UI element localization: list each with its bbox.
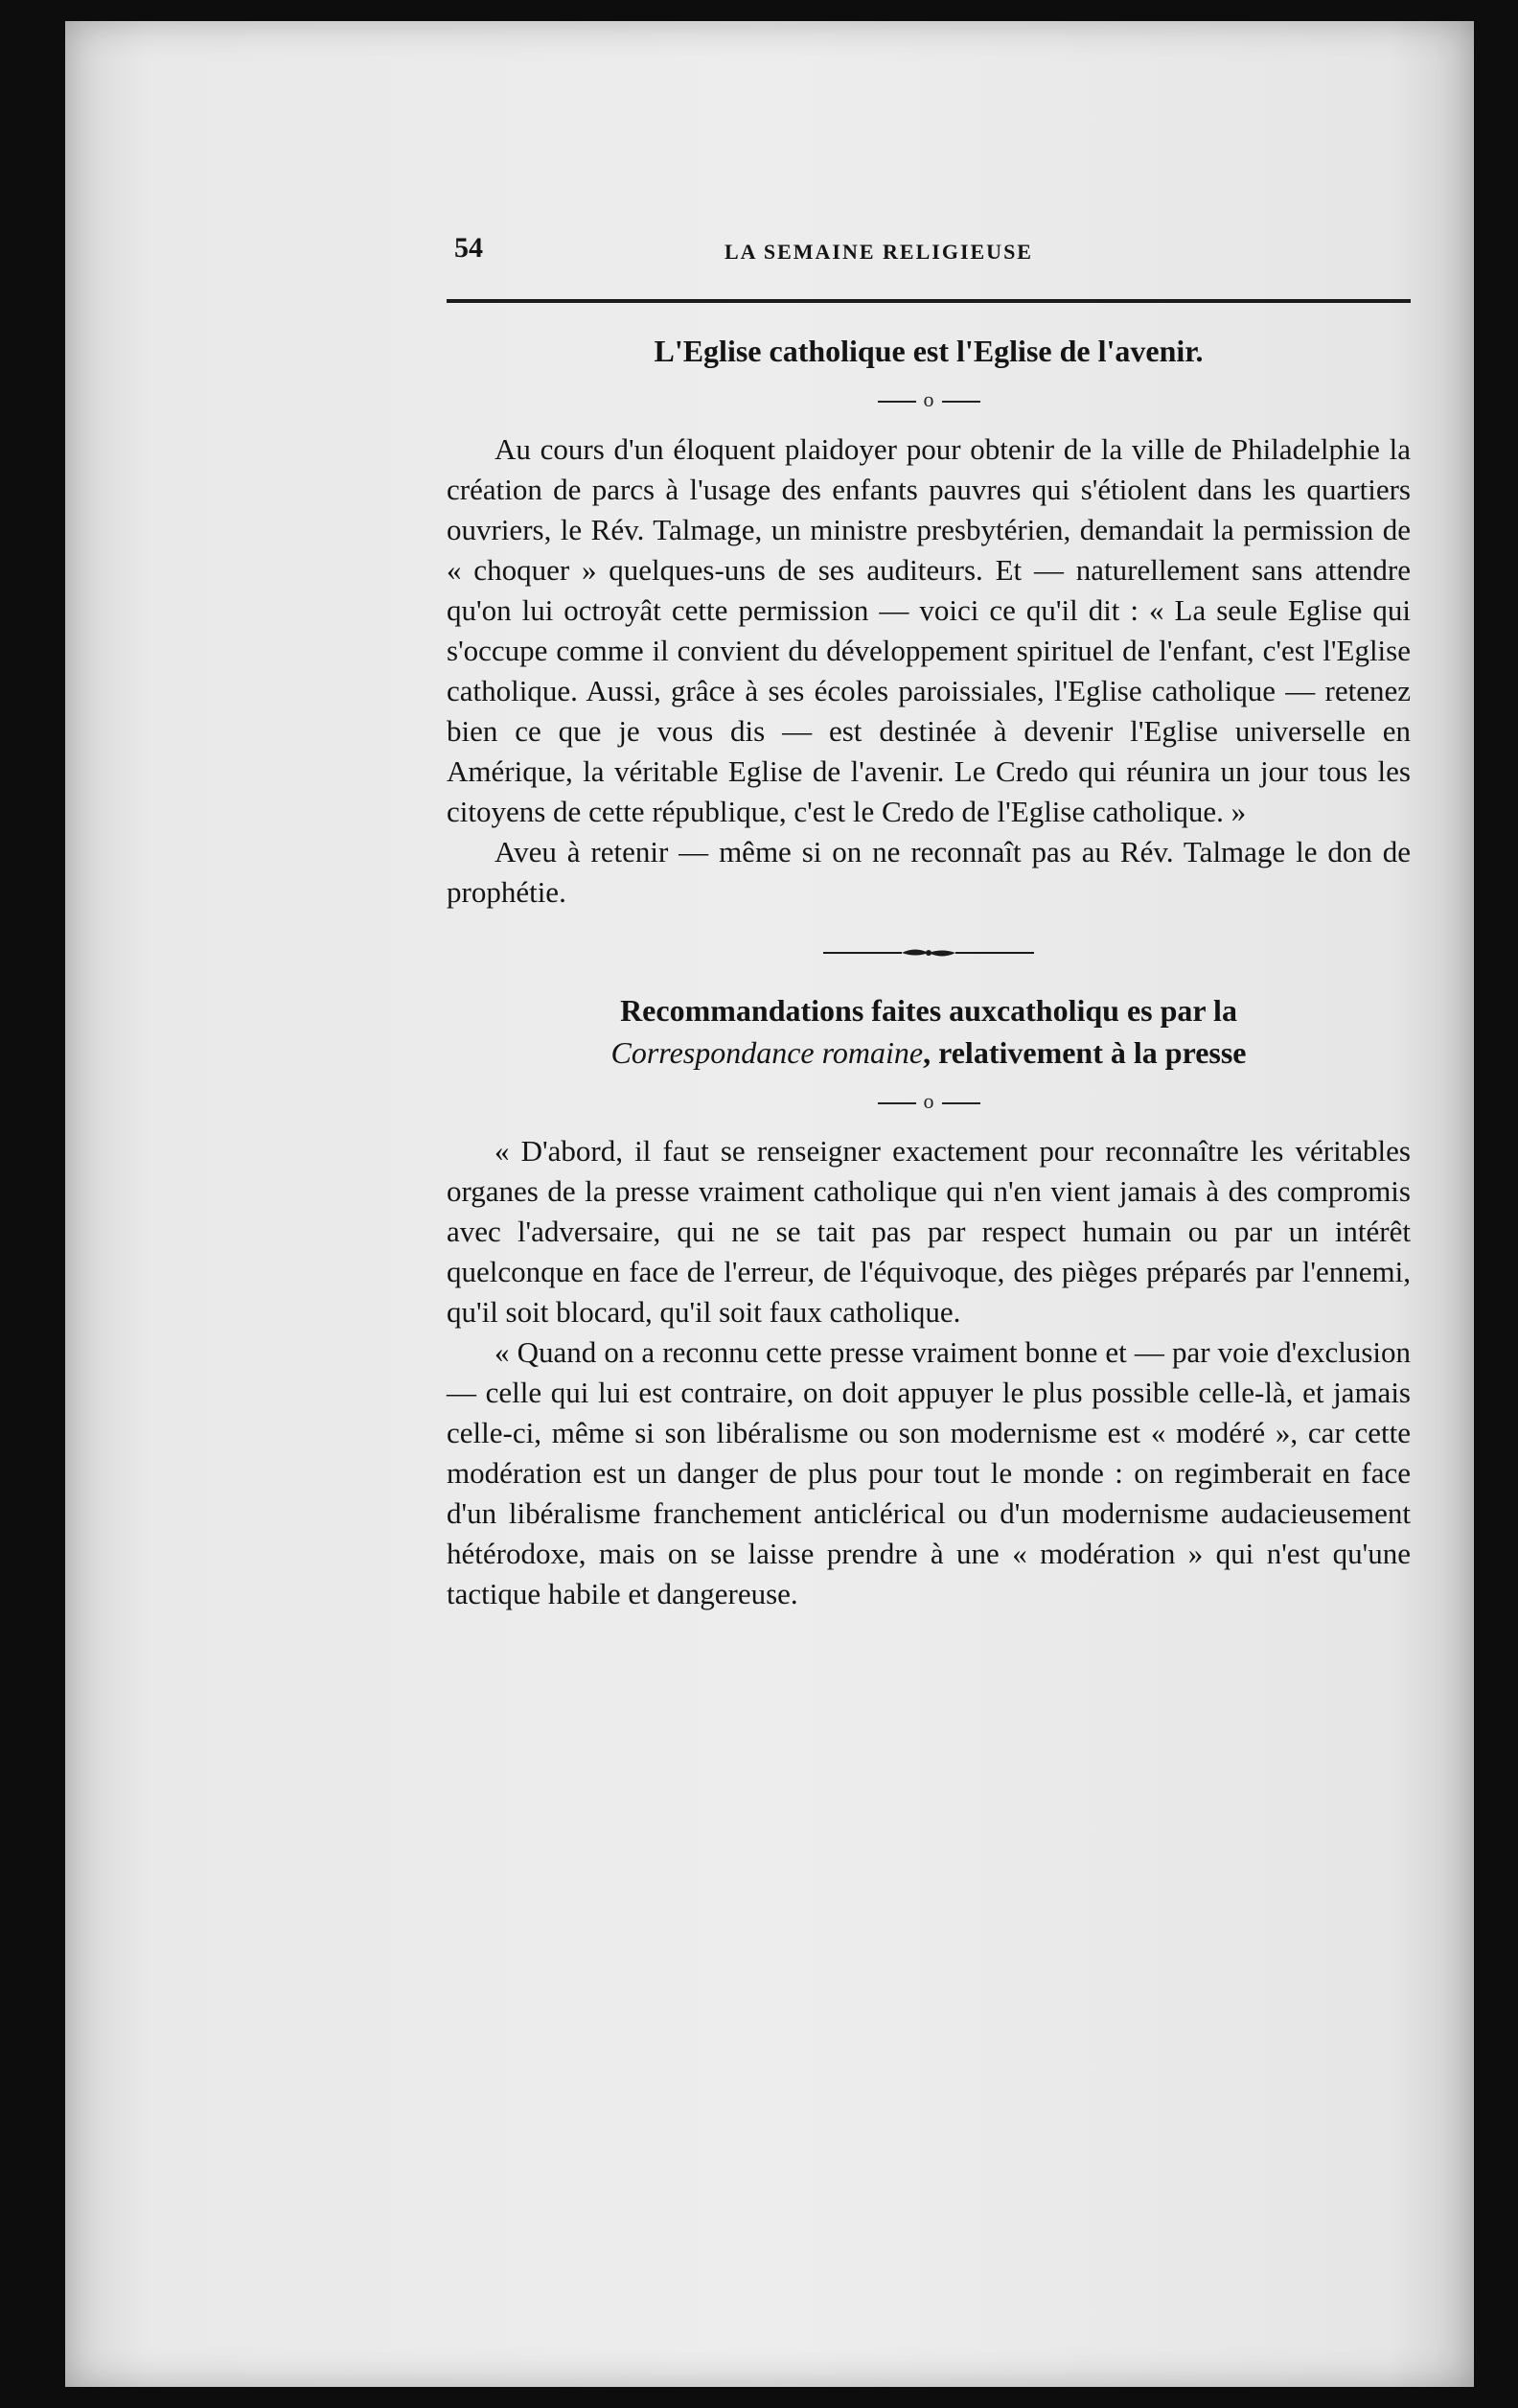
divider-mark: o (923, 1089, 934, 1113)
article-title-avenir (447, 330, 1411, 372)
divider-dash (878, 401, 916, 403)
page-content (447, 232, 1411, 1614)
article-title-recommandations (447, 989, 1411, 1074)
ornament-divider (447, 945, 1411, 961)
ornament-rule-icon (823, 945, 1034, 961)
divider-dash (878, 1102, 916, 1104)
page-number: 54 (454, 232, 483, 264)
section-divider (447, 385, 1411, 414)
header-rule (447, 299, 1411, 303)
article-title-text: L'Eglise catholique est l'Eglise de l'avenir. (654, 334, 1204, 368)
article2-title-italic: Correspondance romaine (610, 1035, 924, 1070)
article2-title-line1: Recommandations faites auxcatholiqu es par la (620, 993, 1237, 1028)
divider-dash (942, 401, 980, 403)
article2-paragraph-2: « Quand on a reconnu cette presse vraiment bonne et — par voie d'exclusion — celle qui lui est contraire, on doit appuyer le plus possible celle-là, et jamais celle-ci, même si son libéralisme ou son modernisme est « modéré », car cette modération est un danger de plus pour tout le monde : on regimberait en face d'un libéralisme franchement anticlérical ou d'un modernisme audacieusement hétérodoxe, mais on se laisse prendre à une « modération » qui n'est qu'une tactique habile et dangereuse. (447, 1335, 1411, 1610)
article2-paragraph-1: « D'abord, il faut se renseigner exactement pour reconnaître les véritables organes de la presse vraiment catholique qui n'en vient jamais à des compromis avec l'adversaire, qui ne se tait pas par respect humain ou par un intérêt quelconque en face de l'erreur, de l'équivoque, des pièges préparés par l'ennemi, qu'il soit blocard, qu'il soit faux catholique. (447, 1134, 1411, 1329)
scanned-page (65, 21, 1474, 2387)
divider-mark: o (923, 387, 934, 411)
article2-title-line2 (447, 1031, 1411, 1074)
running-head (447, 232, 1411, 274)
divider-dash (942, 1102, 980, 1104)
article1-paragraph-2: Aveu à retenir — même si on ne reconnaît pas au Rév. Talmage le don de prophétie. (447, 835, 1411, 909)
article1-paragraph-1: Au cours d'un éloquent plaidoyer pour obtenir de la ville de Philadelphie la création de parcs à l'usage des enfants pauvres qui s'étiolent dans les quartiers ouvriers, le Rév. Talmage, un ministre presbytérien, demandait la permission de « choquer » quelques-uns de ses auditeurs. Et — naturellement sans attendre qu'on lui octroyât cette permission — voici ce qu'il dit : « La seule Eglise qui s'occupe comme il convient du développement spirituel de l'enfant, c'est l'Eglise catholique. Aussi, grâce à ses écoles paroissiales, l'Eglise catholique — retenez bien ce que je vous dis — est destinée à devenir l'Eglise universelle en Amérique, la véritable Eglise de l'avenir. Le Credo qui réunira un jour tous les citoyens de cette république, c'est le Credo de l'Eglise catholique. » (447, 432, 1411, 828)
journal-title: LA SEMAINE RELIGIEUSE (724, 240, 1033, 264)
article2-title-rest: , relativement à la presse (923, 1035, 1247, 1070)
section-divider (447, 1087, 1411, 1116)
